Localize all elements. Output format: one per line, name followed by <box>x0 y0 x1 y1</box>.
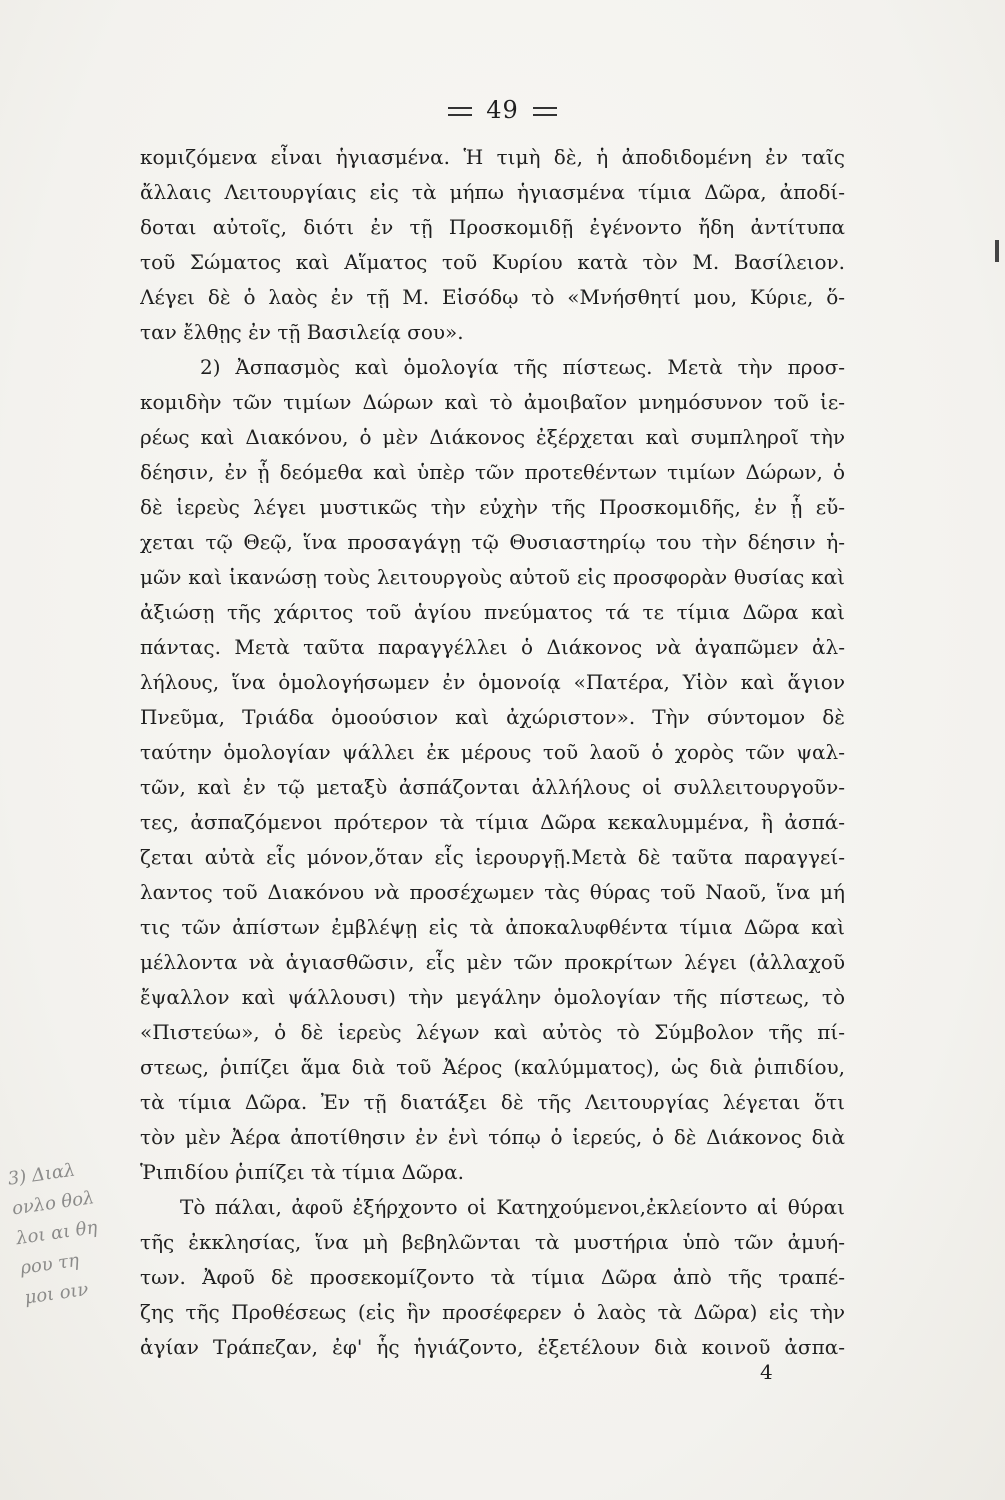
edge-mark <box>995 240 999 262</box>
header-ornament-right <box>533 107 557 116</box>
text-line: Λέγει δὲ ὁ λαὸς ἐν τῇ Μ. Εἰσόδῳ τὸ «Μνήσθητί μου, Κύριε, ὅ- <box>140 285 845 309</box>
margin-note-line: ρου τη <box>19 1249 81 1279</box>
text-line: ἀξιώσῃ τῆς χάριτος τοῦ ἁγίου πνεύματος τά τε τίμια Δῶρα καὶ <box>140 600 845 624</box>
text-line: ἄλλαις Λειτουργίαις εἰς τὰ μήπω ἡγιασμένα τίμια Δῶρα, ἀποδί- <box>140 180 845 204</box>
text-line: τις τῶν ἀπίστων ἐμβλέψῃ εἰς τὰ ἀποκαλυφθέντα τίμια Δῶρα καὶ <box>140 915 845 939</box>
section-heading-line: 2) Ἀσπασμὸς καὶ ὁμολογία τῆς πίστεως. Μετὰ τὴν προσ- <box>200 355 845 379</box>
text-line: ζης τῆς Προθέσεως (εἰς ἣν προσέφερεν ὁ λαὸς τὰ Δῶρα) εἰς τὴν <box>140 1300 845 1324</box>
text-line: τῆς ἐκκλησίας, ἵνα μὴ βεβηλῶνται τὰ μυστήρια ὑπὸ τῶν ἀμυή- <box>140 1230 845 1254</box>
text-line: τοῦ Σώματος καὶ Αἵματος τοῦ Κυρίου κατὰ τὸν Μ. Βασίλειον. <box>140 250 845 274</box>
page-header <box>0 96 1005 124</box>
handwritten-margin-note <box>6 1144 175 1313</box>
header-ornament-left <box>448 107 472 116</box>
text-line: των. Ἀφοῦ δὲ προσεκομίζοντο τὰ τίμια Δῶρα ἀπὸ τῆς τραπέ- <box>140 1265 845 1289</box>
text-line: κομιδὴν τῶν τιμίων Δώρων καὶ τὸ ἀμοιβαῖον μνημόσυνον τοῦ ἱε- <box>140 390 845 414</box>
text-line: ταύτην ὁμολογίαν ψάλλει ἐκ μέρους τοῦ λαοῦ ὁ χορὸς τῶν ψαλ- <box>140 740 845 764</box>
text-line: κομιζόμενα εἶναι ἡγιασμένα. Ἡ τιμὴ δὲ, ἡ ἀποδιδομένη ἐν ταῖς <box>140 145 845 169</box>
margin-note-line: μοι οιν <box>23 1278 90 1309</box>
margin-note-line: λοι αι θη <box>14 1217 99 1250</box>
text-line: ἁγίαν Τράπεζαν, ἐφ' ἧς ἡγιάζοντο, ἐξετέλουν διὰ κοινοῦ ἀσπα- <box>140 1335 845 1359</box>
text-line: λαντος τοῦ Διακόνου νὰ προσέχωμεν τὰς θύρας τοῦ Ναοῦ, ἵνα μή <box>140 880 845 904</box>
page-number: 49 <box>486 96 519 124</box>
text-line: στεως, ῥιπίζει ἅμα διὰ τοῦ Ἀέρος (καλύμματος), ὡς διὰ ῥιπιδίου, <box>140 1055 845 1079</box>
text-line: «Πιστεύω», ὁ δὲ ἱερεὺς λέγων καὶ αὐτὸς τὸ Σύμβολον τῆς πί- <box>140 1020 845 1044</box>
text-line: δοται αὐτοῖς, διότι ἐν τῇ Προσκομιδῇ ἐγένοντο ἤδη ἀντίτυπα <box>140 215 845 239</box>
text-line: Τὸ πάλαι, ἀφοῦ ἐξήρχοντο οἱ Κατηχούμενοι,ἐκλείοντο αἱ θύραι <box>180 1195 845 1219</box>
text-line: ζεται αὐτὰ εἷς μόνον,ὅταν εἷς ἱερουργῇ.Μετὰ δὲ ταῦτα παραγγεί- <box>140 845 845 869</box>
text-line: μῶν καὶ ἱκανώσῃ τοὺς λειτουργοὺς αὐτοῦ εἰς προσφορὰν θυσίας καὶ <box>140 565 845 589</box>
text-line: τες, ἀσπαζόμενοι πρότερον τὰ τίμια Δῶρα κεκαλυμμένα, ἢ ἀσπά- <box>140 810 845 834</box>
text-line: πάντας. Μετὰ ταῦτα παραγγέλλει ὁ Διάκονος νὰ ἀγαπῶμεν ἀλ- <box>140 635 845 659</box>
text-line: λήλους, ἵνα ὁμολογήσωμεν ἐν ὁμονοίᾳ «Πατέρα, Υἱὸν καὶ ἅγιον <box>140 670 845 694</box>
text-line: δέησιν, ἐν ᾗ δεόμεθα καὶ ὑπὲρ τῶν προτεθέντων τιμίων Δώρων, ὁ <box>140 460 845 484</box>
text-line: τὸν μὲν Ἀέρα ἀποτίθησιν ἐν ἑνὶ τόπῳ ὁ ἱερεύς, ὁ δὲ Διάκονος διὰ <box>140 1125 845 1149</box>
text-line: Πνεῦμα, Τριάδα ὁμοούσιον καὶ ἀχώριστον». Τὴν σύντομον δὲ <box>140 705 845 729</box>
text-line: Ῥιπιδίου ῥιπίζει τὰ τίμια Δῶρα. <box>140 1160 464 1184</box>
margin-note-line: 3) Διαλ <box>6 1159 77 1190</box>
text-line: τῶν, καὶ ἐν τῷ μεταξὺ ἀσπάζονται ἀλλήλους οἱ συλλειτουργοῦν- <box>140 775 845 799</box>
text-line: ταν ἔλθῃς ἐν τῇ Βασιλείᾳ σου». <box>140 320 464 344</box>
margin-note-line: ονλο θολ <box>10 1187 96 1220</box>
text-line: ἔψαλλον καὶ ψάλλουσι) τὴν μεγάλην ὁμολογίαν τῆς πίστεως, τὸ <box>140 985 845 1009</box>
text-line: ρέως καὶ Διακόνου, ὁ μὲν Διάκονος ἐξέρχεται καὶ συμπληροῖ τὴν <box>140 425 845 449</box>
text-line: χεται τῷ Θεῷ, ἵνα προσαγάγῃ τῷ Θυσιαστηρίῳ του τὴν δέησιν ἡ- <box>140 530 845 554</box>
body-text <box>140 140 845 1365</box>
text-line: δὲ ἱερεὺς λέγει μυστικῶς τὴν εὐχὴν τῆς Προσκομιδῆς, ἐν ᾗ εὔ- <box>140 495 845 519</box>
text-line: τὰ τίμια Δῶρα. Ἐν τῇ διατάξει δὲ τῆς Λειτουργίας λέγεται ὅτι <box>140 1090 845 1114</box>
text-line: μέλλοντα νὰ ἁγιασθῶσιν, εἷς μὲν τῶν προκρίτων λέγει (ἀλλαχοῦ <box>140 950 845 974</box>
signature-mark: 4 <box>760 1360 773 1384</box>
